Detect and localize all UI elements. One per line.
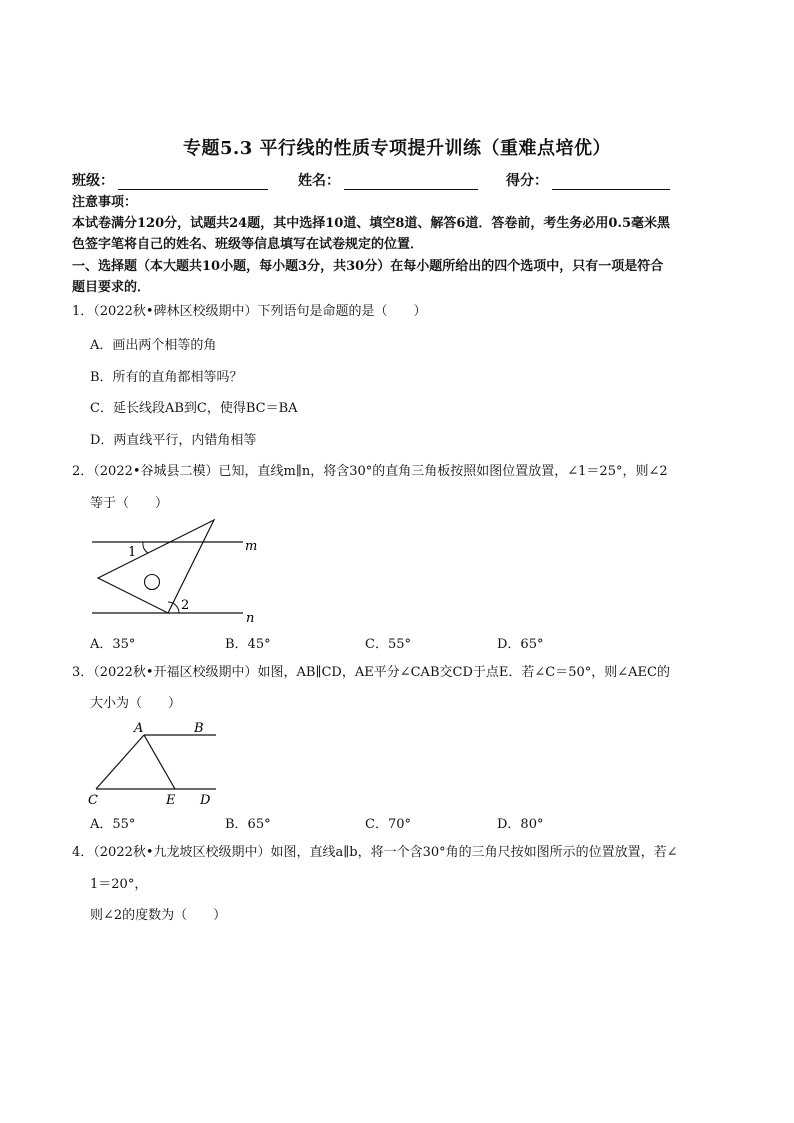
question-3-stem-line-2: 大小为（ ） [90, 696, 182, 711]
question-4-stem-line-1: 4．（2022秋•九龙坡区校级期中）如图，直线a∥b，将一个含30°角的三角尺按如图所示的位置放置，若∠ [72, 845, 678, 860]
question-2-figure [88, 516, 268, 626]
angle-1-label: 1 [128, 545, 137, 560]
question-3-stem-line-1: 3．（2022秋•开福区校级期中）如图，AB∥CD，AE平分∠CAB交CD于点E．若∠C＝50°，则∠AEC的 [72, 665, 670, 680]
section-heading-line-1: 一、选择题（本大题共10小题，每小题3分，共30分）在每小题所给出的四个选项中，只有一项是符合 [72, 259, 664, 274]
angle-2-arc [168, 602, 179, 613]
section-heading-line-2: 题目要求的． [72, 280, 151, 295]
student-info-row [72, 170, 722, 192]
question-2-option-c[interactable]: C．55° [365, 637, 411, 652]
point-e-label: E [166, 793, 176, 808]
segment-ac [96, 735, 144, 789]
question-1-stem: 1．（2022秋•碑林区校级期中）下列语句是命题的是（ ） [72, 304, 427, 319]
notes-line-1: 本试卷满分120分，试题共24题，其中选择10道、填空8道、解答6道．答卷前，考生务必用0.5毫米黑 [72, 216, 671, 231]
class-blank-line[interactable] [118, 173, 268, 190]
question-2-stem-line-1: 2．（2022•谷城县二模）已知，直线m∥n，将含30°的直角三角板按照如图位置放置，∠1＝25°，则∠2 [72, 464, 668, 479]
notes-heading: 注意事项： [72, 195, 138, 210]
question-2-stem-line-2: 等于（ ） [90, 496, 169, 511]
point-c-label: C [88, 793, 98, 808]
question-3-option-a[interactable]: A．55° [90, 817, 136, 832]
angle-1-arc [143, 542, 148, 553]
question-3-option-b[interactable]: B．65° [225, 817, 271, 832]
page-title: 专题5.3 平行线的性质专项提升训练（重难点培优） [182, 138, 612, 159]
question-2-option-a[interactable]: A．35° [90, 637, 136, 652]
line-n-label: n [246, 611, 255, 626]
question-2-option-b[interactable]: B．45° [225, 637, 271, 652]
line-m-label: m [245, 539, 258, 554]
question-2-option-d[interactable]: D．65° [497, 637, 544, 652]
score-blank-line[interactable] [552, 173, 670, 190]
question-3-options [90, 813, 650, 833]
question-4-stem-line-3: 则∠2的度数为（ ） [90, 908, 227, 923]
ruler-hole [145, 575, 160, 590]
notes-line-2: 色签字笔将自己的姓名、班级等信息填写在试卷规定的位置． [72, 237, 424, 252]
question-4-stem-line-2: 1＝20°， [90, 877, 148, 892]
point-b-label: B [194, 721, 204, 736]
score-field [506, 170, 670, 190]
question-3-option-d[interactable]: D．80° [497, 817, 544, 832]
right-triangle-ruler [98, 520, 214, 613]
question-3-option-c[interactable]: C．70° [365, 817, 411, 832]
name-label: 姓名： [298, 173, 340, 189]
class-label: 班级： [72, 173, 114, 189]
score-label: 得分： [506, 173, 548, 189]
question-1-option-a[interactable]: A．画出两个相等的角 [90, 338, 217, 353]
point-d-label: D [200, 793, 211, 808]
question-3-figure [84, 718, 234, 808]
segment-ae [144, 735, 175, 789]
question-1-option-c[interactable]: C．延长线段AB到C，使得BC＝BA [90, 401, 298, 416]
class-field [72, 170, 268, 190]
point-a-label: A [134, 721, 144, 736]
question-1-option-d[interactable]: D．两直线平行，内错角相等 [90, 433, 257, 448]
name-field [298, 170, 478, 190]
question-1-option-b[interactable]: B．所有的直角都相等吗？ [90, 370, 243, 385]
name-blank-line[interactable] [344, 173, 478, 190]
question-2-options [90, 633, 650, 653]
angle-2-label: 2 [181, 598, 190, 613]
